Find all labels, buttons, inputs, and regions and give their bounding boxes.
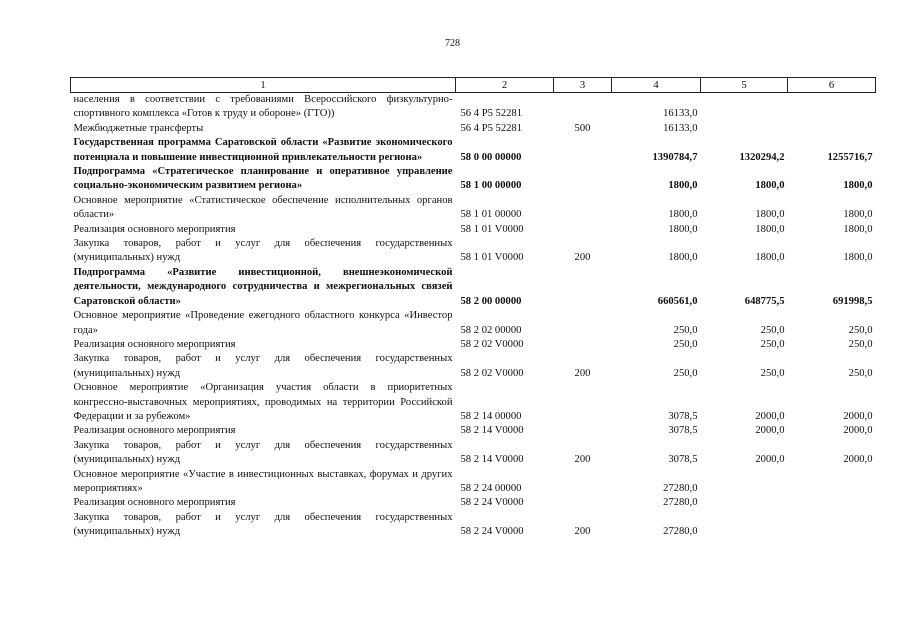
cell-name: Реализация основного мероприятия [73,338,236,350]
cell-name: населения в соответствии с требованиями Всероссийского физкультурно-спортивного комплекса «Готов к труду и обороне» (ГТО)) [73,94,453,120]
table-row [71,93,876,122]
cell-amount-2: 1800,0 [755,209,785,221]
header-cell-name: 1 [71,78,456,93]
cell-amount-2: 250,0 [760,338,785,350]
cell-amount-2: 250,0 [760,367,785,379]
table-body [71,93,876,540]
budget-table [70,77,876,540]
cell-amount-3: 2000,0 [843,410,873,422]
table-row [71,165,876,194]
cell-amount-2 [701,122,788,136]
cell-name: Подпрограмма «Развитие инвестиционной, внешнеэкономической деятельности, международного сотрудничества и межрегиональных связей Саратовской области» [73,266,453,307]
cell-expense-kind [554,468,612,497]
cell-amount-3: 1800,0 [843,209,873,221]
header-row [71,78,876,93]
cell-amount-2 [701,93,788,122]
table-row [71,194,876,223]
cell-code: 56 4 P5 52281 [460,108,523,120]
cell-code: 58 2 14 V0000 [460,425,524,437]
cell-amount-2: 2000,0 [755,425,785,437]
cell-code: 58 2 14 00000 [460,410,522,422]
cell-expense-kind [554,165,612,194]
cell-expense-kind [554,194,612,223]
cell-amount-3 [788,122,876,136]
cell-code: 58 2 02 V0000 [460,338,524,350]
cell-amount-1: 250,0 [673,367,698,379]
cell-amount-3 [788,511,876,540]
cell-expense-kind [554,136,612,165]
table-row [71,122,876,136]
table-row [71,223,876,237]
table-row [71,511,876,540]
cell-amount-3: 250,0 [848,338,873,350]
cell-amount-2 [701,468,788,497]
table-row [71,439,876,468]
cell-expense-kind [554,266,612,309]
header-cell-code: 2 [456,78,554,93]
cell-name: Основное мероприятие «Участие в инвестиционных выставках, форумах и других мероприятиях» [73,468,453,494]
header-cell-amount-1: 4 [612,78,701,93]
cell-code: 58 2 02 V0000 [460,367,524,379]
cell-amount-1: 660561,0 [657,295,698,307]
table-row [71,352,876,381]
cell-code: 58 2 02 00000 [460,324,522,336]
cell-expense-kind [554,424,612,438]
cell-amount-3: 1800,0 [843,223,873,235]
cell-amount-2: 2000,0 [755,454,785,466]
cell-code: 58 2 24 V0000 [460,526,524,538]
header-cell-kind: 3 [554,78,612,93]
cell-expense-kind: 200 [574,454,591,466]
cell-expense-kind: 200 [574,526,591,538]
page-number: 728 [445,38,460,49]
header-cell-amount-2: 5 [701,78,788,93]
cell-code: 58 2 24 00000 [460,482,522,494]
cell-expense-kind: 200 [574,367,591,379]
cell-amount-3: 2000,0 [843,425,873,437]
table-row [71,381,876,424]
cell-amount-1: 16133,0 [663,122,698,134]
cell-amount-1: 1800,0 [668,180,698,192]
cell-code: 58 1 00 00000 [460,180,522,192]
cell-amount-3: 1800,0 [843,180,873,192]
cell-amount-1: 250,0 [673,338,698,350]
cell-expense-kind [554,93,612,122]
cell-amount-2: 1800,0 [755,252,785,264]
cell-code: 58 1 01 00000 [460,209,522,221]
cell-amount-1: 1390784,7 [652,151,698,163]
cell-code: 58 1 01 V0000 [460,223,524,235]
header-cell-amount-3: 6 [788,78,876,93]
cell-amount-3: 250,0 [848,324,873,336]
cell-amount-1: 250,0 [673,324,698,336]
cell-name: Государственная программа Саратовской области «Развитие экономического потенциала и повышение инвестиционной привлекательности региона» [73,137,453,163]
table-row [71,424,876,438]
cell-expense-kind [554,338,612,352]
cell-amount-2: 648775,5 [744,295,785,307]
cell-amount-1: 27280,0 [663,482,698,494]
cell-name: Закупка товаров, работ и услуг для обеспечения государственных (муниципальных) нужд [73,439,453,466]
cell-name: Реализация основного мероприятия [73,223,236,235]
table-row [71,237,876,266]
table-row [71,266,876,309]
cell-name: Закупка товаров, работ и услуг для обеспечения государственных (муниципальных) нужд [73,353,453,379]
cell-name: Основное мероприятие «Статистическое обеспечение исполнительных органов области» [73,194,453,221]
cell-amount-3: 250,0 [848,367,873,379]
cell-amount-2 [701,511,788,540]
cell-amount-2: 1800,0 [755,223,785,235]
table-row [71,136,876,165]
cell-amount-1: 27280,0 [663,497,698,509]
cell-name: Подпрограмма «Стратегическое планирование и оперативное управление социально-экономическим развитием региона» [73,166,453,192]
cell-expense-kind: 200 [574,252,591,264]
cell-amount-2: 250,0 [760,324,785,336]
cell-code: 58 1 01 V0000 [460,252,524,264]
cell-amount-1: 27280,0 [663,526,698,538]
cell-amount-2 [701,496,788,510]
cell-amount-1: 1800,0 [668,223,698,235]
cell-amount-3: 1800,0 [843,252,873,264]
cell-code: 58 0 00 00000 [460,151,522,163]
cell-amount-3 [788,93,876,122]
cell-amount-1: 3078,5 [668,425,698,437]
cell-name: Закупка товаров, работ и услуг для обеспечения государственных (муниципальных) нужд [73,238,453,264]
cell-name: Основное мероприятие «Проведение ежегодного областного конкурса «Инвестор года» [73,310,453,336]
cell-name: Основное мероприятие «Организация участия области в приоритетных конгрессно-выставочных мероприятиях, проводимых на территории Российской Федерации и за рубежом» [73,382,453,422]
cell-amount-2: 2000,0 [755,410,785,422]
cell-expense-kind [554,381,612,424]
cell-amount-3: 691998,5 [832,295,873,307]
cell-name: Межбюджетные трансферты [73,122,204,134]
cell-expense-kind [554,223,612,237]
cell-name: Закупка товаров, работ и услуг для обеспечения государственных (муниципальных) нужд [73,511,453,538]
cell-amount-1: 1800,0 [668,209,698,221]
cell-amount-3: 2000,0 [843,454,873,466]
cell-amount-1: 3078,5 [668,410,698,422]
cell-expense-kind [554,309,612,338]
table-row [71,496,876,510]
cell-amount-3 [788,496,876,510]
cell-name: Реализация основного мероприятия [73,497,236,509]
cell-expense-kind [554,496,612,510]
cell-amount-1: 1800,0 [668,252,698,264]
table-row [71,338,876,352]
cell-amount-3: 1255716,7 [827,151,873,163]
cell-name: Реализация основного мероприятия [73,425,236,437]
cell-expense-kind: 500 [574,122,591,134]
cell-code: 56 4 P5 52281 [460,122,523,134]
cell-amount-3 [788,468,876,497]
cell-amount-1: 16133,0 [663,108,698,120]
table-row [71,309,876,338]
cell-amount-1: 3078,5 [668,454,698,466]
table-row [71,468,876,497]
cell-code: 58 2 14 V0000 [460,454,524,466]
cell-code: 58 2 24 V0000 [460,497,524,509]
cell-amount-2: 1800,0 [755,180,785,192]
cell-amount-2: 1320294,2 [739,151,785,163]
cell-code: 58 2 00 00000 [460,295,522,307]
